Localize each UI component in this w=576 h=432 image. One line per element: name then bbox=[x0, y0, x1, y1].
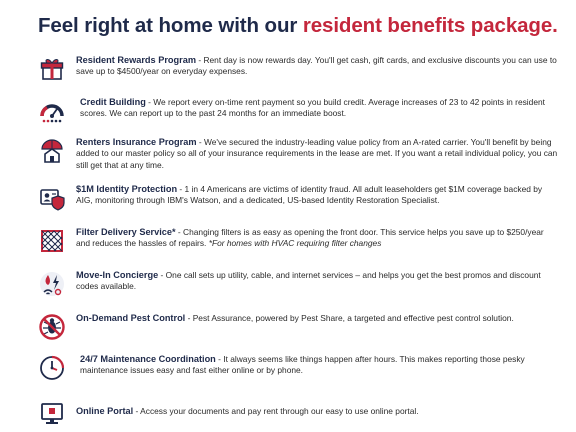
benefit-text: 24/7 Maintenance Coordination - It always seems like things happen after hours. This makes reporting those pesky maintenance issues easy and fast either online or by phone. bbox=[80, 354, 525, 376]
air-filter-icon bbox=[38, 227, 66, 255]
clock-24-icon bbox=[38, 354, 66, 382]
benefit-description: Changing filters is as easy as opening the front door. This service helps you save up to $250/year and reduces the hassles of repairs. bbox=[76, 227, 544, 249]
benefit-text: Credit Building - We report every on-time rent payment so you build credit. Average increases of 23 to 42 points in resident scores. We can report up to the past 24 months for an immediate boost. bbox=[80, 97, 545, 119]
benefit-text: $1M Identity Protection - 1 in 4 Americans are victims of identity fraud. All adult leaseholders get $1M coverage backed by AIG, monitoring through IBM's Watson, and a dedicated, US-based Identity Restoration Specialist. bbox=[76, 184, 543, 206]
benefit-text: Move-In Concierge - One call sets up utility, cable, and internet services – and helps you get the best promos and discount codes available. bbox=[76, 270, 541, 292]
benefit-description: It always seems like things happen after hours. This makes reporting those pesky maintenance issues easy and fast either online or by phone. bbox=[80, 354, 525, 376]
credit-gauge-icon bbox=[38, 97, 66, 125]
benefit-description: 1 in 4 Americans are victims of identity fraud. All adult leaseholders get $1M coverage backed by AIG, monitoring through IBM's Watson, and a dedicated, US-based Identity Restoration Specialist. bbox=[76, 184, 543, 206]
benefit-description: We've secured the industry-leading value policy from an A-rated carrier. You'll benefit by being added to our master policy so all of your insurance requirements in the lease are met. If you want a retail individual policy, you can still get that at any time. bbox=[76, 137, 558, 170]
umbrella-house-icon bbox=[38, 137, 66, 165]
headline bbox=[38, 14, 558, 38]
benefit-label: Renters Insurance Program bbox=[76, 137, 197, 147]
benefit-description: Access your documents and pay rent through our easy to use online portal. bbox=[140, 406, 419, 416]
benefit-note: *For homes with HVAC requiring filter changes bbox=[208, 238, 382, 249]
benefit-label: Resident Rewards Program bbox=[76, 55, 196, 65]
id-shield-icon bbox=[38, 184, 66, 212]
benefit-label: Credit Building bbox=[80, 97, 146, 107]
benefit-label: Filter Delivery Service* bbox=[76, 227, 176, 237]
benefit-label: Online Portal bbox=[76, 406, 134, 416]
benefit-description: Rent day is now rewards day. You'll get cash, gift cards, and exclusive discounts you can use to save up to $4500/year on everyday expenses. bbox=[76, 55, 557, 77]
benefit-text: Resident Rewards Program - Rent day is now rewards day. You'll get cash, gift cards, and exclusive discounts you can use to save up to $4500/year on everyday expenses. bbox=[76, 55, 557, 77]
benefit-label: $1M Identity Protection bbox=[76, 184, 178, 194]
benefit-text: Online Portal - Access your documents and pay rent through our easy to use online portal. bbox=[76, 406, 419, 416]
benefit-text: Filter Delivery Service* - Changing filters is as easy as opening the front door. This service helps you save up to $250/year and reduces the hassles of repairs. *For homes with HVAC requiring filter changes bbox=[76, 227, 544, 249]
benefit-text: On-Demand Pest Control - Pest Assurance, powered by Pest Share, a targeted and effective pest control solution. bbox=[76, 313, 514, 323]
no-pest-icon bbox=[38, 313, 66, 341]
gift-icon bbox=[38, 55, 66, 83]
benefit-label: 24/7 Maintenance Coordination bbox=[80, 354, 216, 364]
benefit-description: Pest Assurance, powered by Pest Share, a targeted and effective pest control solution. bbox=[192, 313, 514, 323]
headline-accent: resident benefits package. bbox=[302, 14, 558, 37]
headline-plain: Feel right at home with our bbox=[38, 14, 303, 37]
benefit-label: Move-In Concierge bbox=[76, 270, 159, 280]
benefit-description: One call sets up utility, cable, and internet services – and helps you get the best promos and discount codes available. bbox=[76, 270, 541, 292]
benefit-label: On-Demand Pest Control bbox=[76, 313, 186, 323]
utilities-icon bbox=[38, 270, 66, 298]
benefit-description: We report every on-time rent payment so you build credit. Average increases of 23 to 42 points in resident scores. We can report up to the past 24 months for an immediate boost. bbox=[80, 97, 545, 119]
online-portal-icon bbox=[38, 400, 66, 428]
benefit-text: Renters Insurance Program - We've secured the industry-leading value policy from an A-rated carrier. You'll benefit by being added to our master policy so all of your insurance requirements in the lease are met. If you want a retail individual policy, you can still get that at any time. bbox=[76, 137, 558, 170]
